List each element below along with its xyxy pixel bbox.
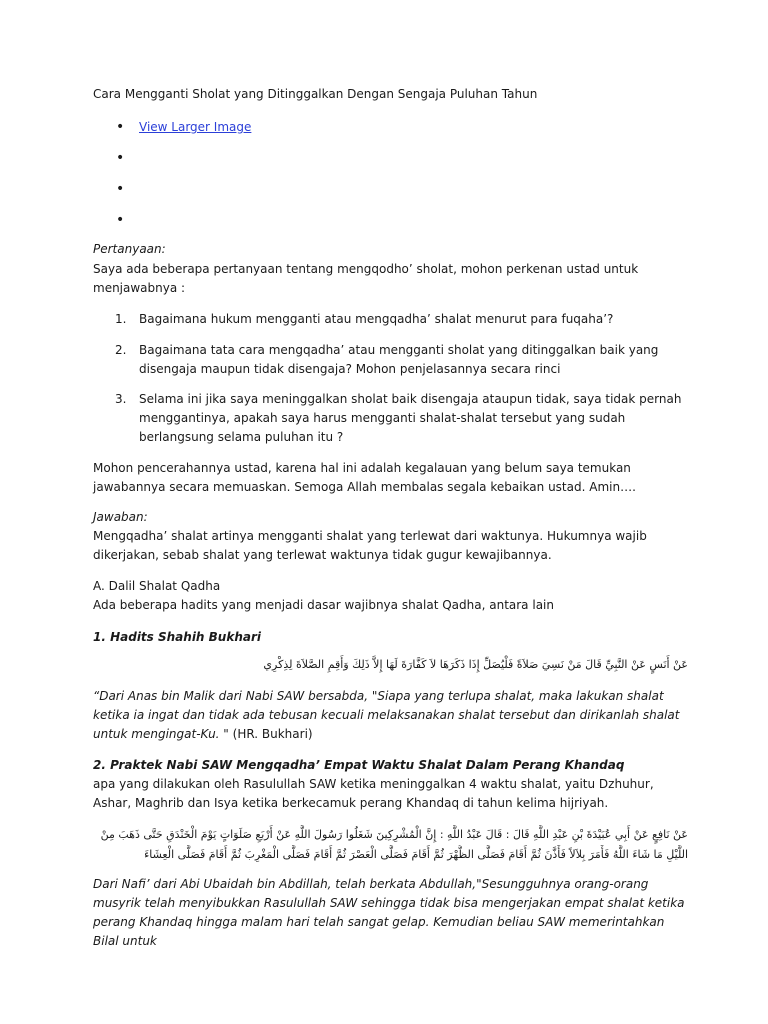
question-list bbox=[93, 341, 688, 379]
hadith1-heading: 1. Hadits Shahih Bukhari bbox=[93, 630, 261, 644]
question-number: 1. bbox=[115, 312, 127, 326]
hadith1-translation-text: “Dari Anas bin Malik dari Nabi SAW bersabda, "Siapa yang terlupa shalat, maka lakukan shalat ketika ia ingat dan tidak ada tebusan kecuali melaksanakan shalat tersebut dan dirikanlah shalat untuk mengingat-Ku. " bbox=[93, 689, 680, 741]
page-title: Cara Mengganti Sholat yang Ditinggalkan Dengan Sengaja Puluhan Tahun bbox=[93, 87, 538, 101]
hadith1-arabic: عَنْ أَنَسٍ عَنْ النَّبِيِّ قَالَ مَنْ نَسِيَ صَلاَةً فَلْيُصَلِّ إِذَا ذَكَرَهَا لاَ كَفَّارَةَ لَهَا إِلاَّ ذَلِكَ وَأَقِمِ الصَّلاَةَ لِذِكْرِي bbox=[263, 658, 688, 671]
hadith1-translation bbox=[93, 687, 688, 744]
bullet-list bbox=[93, 119, 251, 243]
bullet-item-link bbox=[93, 119, 251, 150]
hadith2-intro: apa yang dilakukan oleh Rasulullah SAW ketika meninggalkan 4 waktu shalat, yaitu Dzhuhur, Ashar, Maghrib dan Isya ketika berkecamuk perang Khandaq di tahun kelima hijriyah. bbox=[93, 777, 654, 810]
section-a-heading: A. Dalil Shalat Qadha bbox=[93, 579, 221, 593]
question-number: 2. bbox=[115, 343, 127, 357]
hadith2-arabic-line2: اللَّيْلِ مَا شَاءَ اللَّهُ فَأَمَرَ بِلاَلاً فَأَذَّنَ ثُمَّ أَقَامَ فَصَلَّى الظُّهْرَ ثُمَّ أَقَامَ فَصَلَّى الْعَصْرَ ثُمَّ أَقَامَ فَصَلَّى الْمَغْرِبَ ثُمَّ أَقَامَ فَصَلَّى الْعِشَاءَ bbox=[144, 848, 688, 861]
hadith2-translation: Dari Nafi’ dari Abi Ubaidah bin Abdillah, telah berkata Abdullah,"Sesungguhnya orang-orang musyrik telah menyibukkan Rasulullah SAW sehingga tidak bisa mengerjakan empat shalat ketika perang Khandaq hingga malam hari telah sangat gelap. Kemudian beliau SAW memerintahkan Bilal untuk bbox=[93, 877, 685, 948]
question-text: Bagaimana tata cara mengqadha’ atau mengganti sholat yang ditinggalkan baik yang disengaja maupun tidak disengaja? Mohon penjelasannya secara rinci bbox=[139, 343, 659, 376]
bullet-item-empty bbox=[93, 212, 251, 243]
question-closing: Mohon pencerahannya ustad, karena hal ini adalah kegalauan yang belum saya temukan jawabannya secara memuaskan. Semoga Allah membalas segala kebaikan ustad. Amin…. bbox=[93, 461, 636, 494]
question-list bbox=[93, 310, 688, 329]
question-text: Bagaimana hukum mengganti atau mengqadha’ shalat menurut para fuqaha’? bbox=[139, 312, 614, 326]
hadith1-source: (HR. Bukhari) bbox=[228, 727, 313, 741]
hadith2-arabic-line1: عَنْ نَافِعٍ عَنْ أَبِي عُبَيْدَةَ بْنِ عَبْدِ اللَّهِ قَالَ : قَالَ عَبْدُ اللَّهِ : إِنَّ الْمُشْرِكِينَ شَغَلُوا رَسُولَ اللَّهِ عَنْ أَرْبَعِ صَلَوَاتٍ يَوْمَ الْخَنْدَقِ حَتَّى ذَهَبَ مِنْ bbox=[100, 828, 688, 841]
question-item bbox=[93, 310, 688, 329]
question-item bbox=[93, 341, 688, 379]
question-item bbox=[93, 390, 688, 447]
question-number: 3. bbox=[115, 392, 127, 406]
question-list bbox=[93, 390, 688, 447]
answer-text: Mengqadha’ shalat artinya mengganti shalat yang terlewat dari waktunya. Hukumnya wajib dikerjakan, sebab shalat yang terlewat waktunya tidak gugur kewajibannya. bbox=[93, 529, 647, 562]
section-a-intro: Ada beberapa hadits yang menjadi dasar wajibnya shalat Qadha, antara lain bbox=[93, 598, 554, 612]
question-label: Pertanyaan: bbox=[93, 242, 166, 256]
bullet-item-empty bbox=[93, 181, 251, 212]
view-larger-image-link[interactable]: View Larger Image bbox=[139, 120, 252, 134]
hadith2-heading: 2. Praktek Nabi SAW Mengqadha’ Empat Waktu Shalat Dalam Perang Khandaq bbox=[93, 758, 625, 772]
question-text: Selama ini jika saya meninggalkan sholat baik disengaja ataupun tidak, saya tidak pernah menggantinya, apakah saya harus mengganti shalat-shalat tersebut yang sudah berlangsung selama puluhan itu ? bbox=[139, 392, 682, 444]
bullet-item-empty bbox=[93, 150, 251, 181]
question-intro: Saya ada beberapa pertanyaan tentang mengqodho’ sholat, mohon perkenan ustad untuk menjawabnya : bbox=[93, 262, 639, 295]
answer-label: Jawaban: bbox=[93, 510, 148, 524]
